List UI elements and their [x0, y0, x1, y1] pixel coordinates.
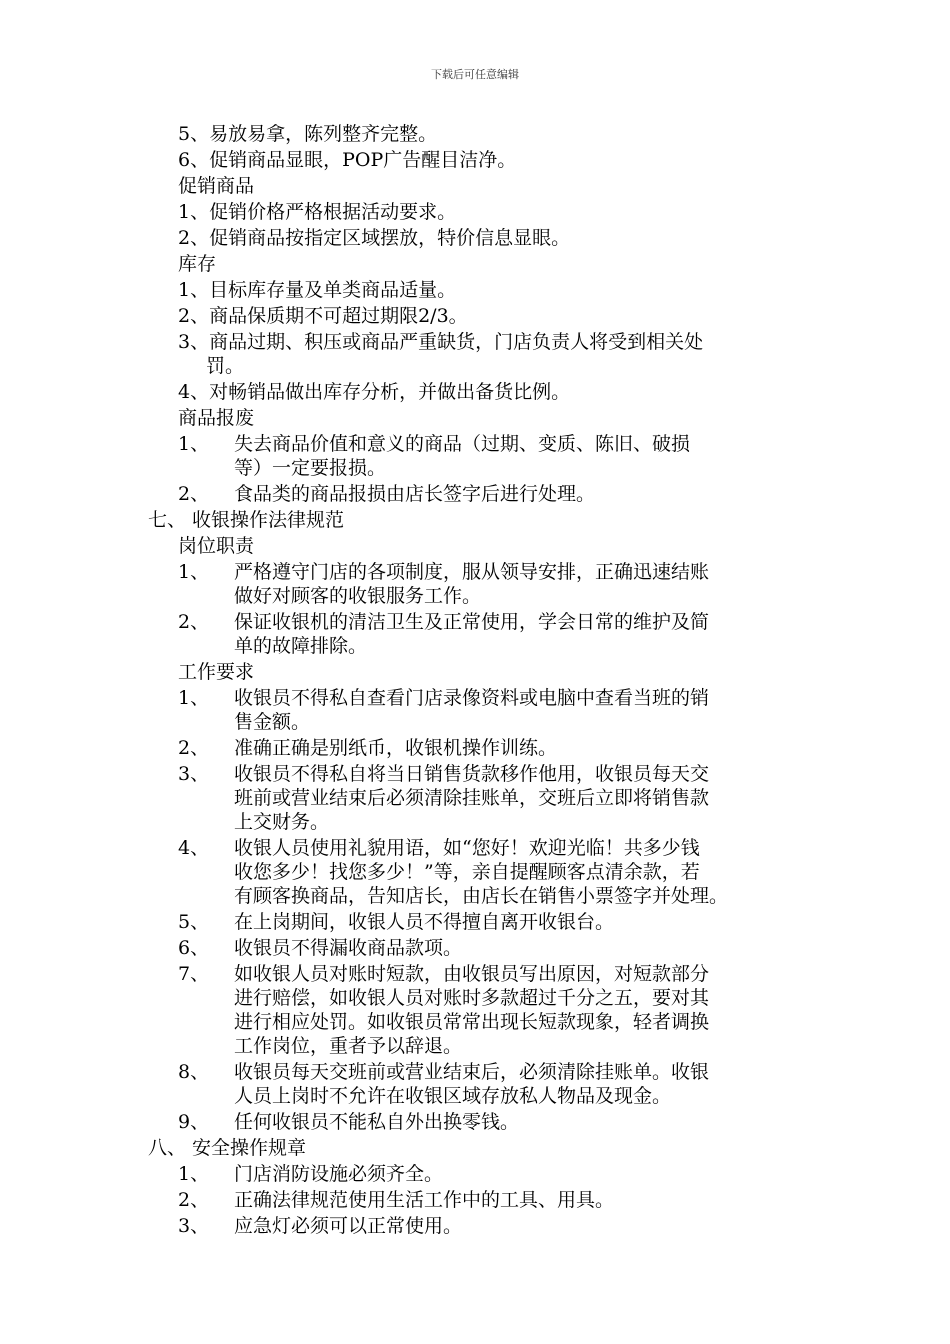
item-number: 1、	[178, 561, 210, 583]
text-line: 商品报废	[178, 407, 255, 429]
item-text: 单的故障排除。	[234, 635, 368, 657]
item-text: 收银人员使用礼貌用语，如“您好！欢迎光临！共多少钱	[234, 837, 700, 859]
item-number: 3、	[178, 1215, 210, 1237]
text-line: 罚。	[206, 355, 245, 377]
item-text: 班前或营业结束后必须清除挂账单，交班后立即将销售款	[234, 787, 710, 809]
item-text: 进行相应处罚。如收银员常常出现长短款现象，轻者调换	[234, 1011, 710, 1033]
item-text: 收银员不得漏收商品款项。	[234, 937, 463, 959]
text-line: 促销商品	[178, 175, 255, 197]
item-number: 6、	[178, 937, 210, 959]
item-text: 严格遵守门店的各项制度，服从领导安排，正确迅速结账	[234, 561, 710, 583]
item-text: 上交财务。	[234, 811, 330, 833]
item-text: 任何收银员不能私自外出换零钱。	[234, 1111, 520, 1133]
item-text: 工作岗位，重者予以辞退。	[234, 1035, 463, 1057]
text-line: 1、促销价格严格根据活动要求。	[178, 201, 457, 223]
item-text: 做好对顾客的收银服务工作。	[234, 585, 482, 607]
item-text: 有顾客换商品，告知店长，由店长在销售小票签字并处理。	[234, 885, 729, 907]
item-number: 2、	[178, 737, 210, 759]
item-number: 8、	[178, 1061, 210, 1083]
page-header: 下载后可任意编辑	[431, 68, 519, 81]
item-number: 4、	[178, 837, 210, 859]
text-line: 库存	[178, 253, 217, 275]
item-number: 9、	[178, 1111, 210, 1133]
item-text: 收银员每天交班前或营业结束后，必须清除挂账单。收银	[234, 1061, 710, 1083]
item-text: 准确正确是别纸币，收银机操作训练。	[234, 737, 558, 759]
item-text: 收银员不得私自查看门店录像资料或电脑中查看当班的销	[234, 687, 710, 709]
text-line: 1、目标库存量及单类商品适量。	[178, 279, 457, 301]
item-text: 收银员不得私自将当日销售货款移作他用，收银员每天交	[234, 763, 710, 785]
item-number: 2、	[178, 1189, 210, 1211]
item-text: 售金额。	[234, 711, 311, 733]
text-line: 4、对畅销品做出库存分析，并做出备货比例。	[178, 381, 571, 403]
item-number: 2、	[178, 611, 210, 633]
item-text: 在上岗期间，收银人员不得擅自离开收银台。	[234, 911, 615, 933]
text-line: 3、商品过期、积压或商品严重缺货，门店负责人将受到相关处	[178, 331, 704, 353]
item-text: 等）一定要报损。	[234, 457, 387, 479]
item-number: 1、	[178, 687, 210, 709]
item-text: 收您多少！找您多少！”等，亲自提醒顾客点清余款，若	[234, 861, 700, 883]
item-number: 1、	[178, 1163, 210, 1185]
item-text: 如收银人员对账时短款，由收银员写出原因，对短款部分	[234, 963, 710, 985]
item-text: 门店消防设施必须齐全。	[234, 1163, 444, 1185]
section-heading: 七、 收银操作法律规范	[148, 509, 345, 531]
section-heading: 八、 安全操作规章	[148, 1137, 307, 1159]
item-number: 7、	[178, 963, 210, 985]
text-line: 5、易放易拿，陈列整齐完整。	[178, 123, 438, 145]
item-text: 失去商品价值和意义的商品（过期、变质、陈旧、破损	[234, 433, 691, 455]
item-text: 进行赔偿，如收银人员对账时多款超过千分之五，要对其	[234, 987, 710, 1009]
item-text: 保证收银机的清洁卫生及正常使用，学会日常的维护及简	[234, 611, 710, 633]
item-number: 5、	[178, 911, 210, 933]
subsection-heading: 工作要求	[178, 661, 255, 683]
text-line: 2、促销商品按指定区域摆放，特价信息显眼。	[178, 227, 571, 249]
text-line: 6、促销商品显眼，POP广告醒目洁净。	[178, 149, 517, 171]
item-text: 应急灯必须可以正常使用。	[234, 1215, 463, 1237]
item-text: 人员上岗时不允许在收银区域存放私人物品及现金。	[234, 1085, 672, 1107]
item-number: 3、	[178, 763, 210, 785]
item-number: 2、	[178, 483, 210, 505]
subsection-heading: 岗位职责	[178, 535, 255, 557]
text-line: 2、商品保质期不可超过期限2/3。	[178, 305, 468, 327]
item-text: 食品类的商品报损由店长签字后进行处理。	[234, 483, 596, 505]
item-number: 1、	[178, 433, 210, 455]
item-text: 正确法律规范使用生活工作中的工具、用具。	[234, 1189, 615, 1211]
